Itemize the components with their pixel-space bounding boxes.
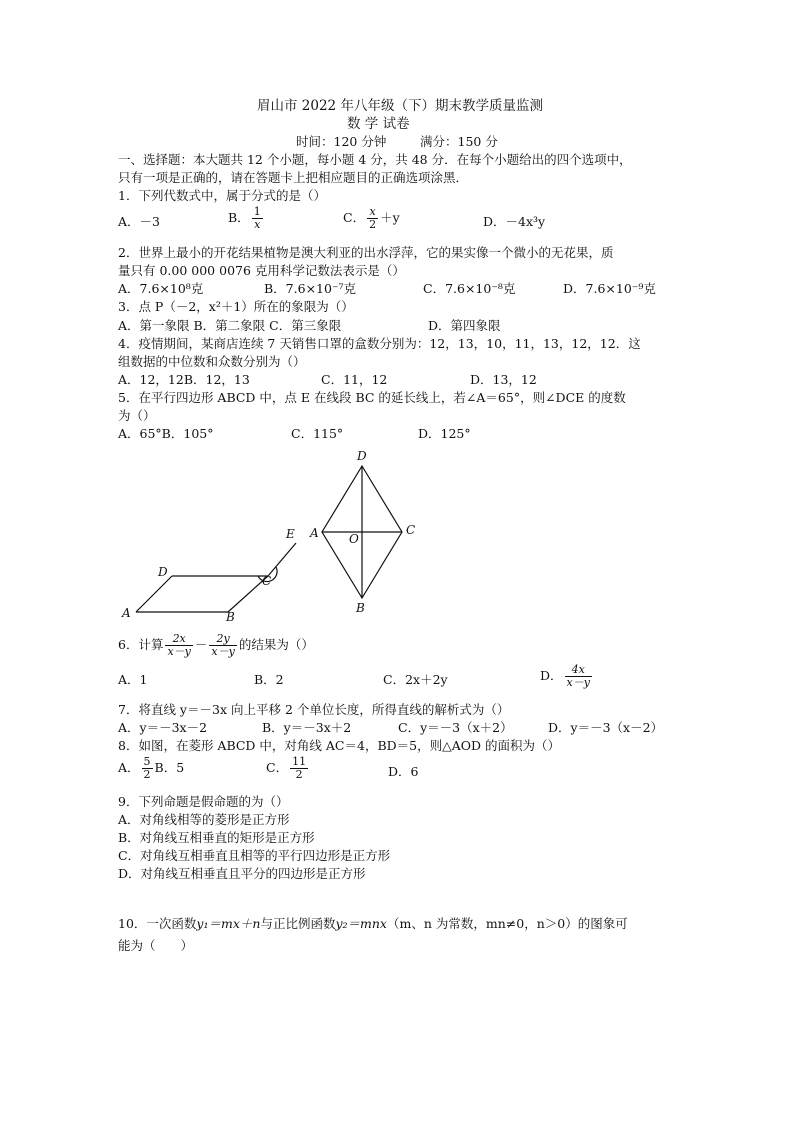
exam-score: 满分：150 分 [420, 134, 498, 149]
q8-option-d: D．6 [388, 764, 419, 779]
para-label-B: B [226, 610, 235, 624]
q8-option-c-label: C． [266, 760, 289, 775]
rhombus-label-A: A [310, 526, 319, 540]
q1-b-numerator: 1 [253, 205, 261, 218]
q5-options-ab: A．65°B．105° [118, 426, 214, 441]
para-label-A: A [122, 606, 131, 620]
q8-option-a-label: A． [118, 760, 140, 775]
q2-option-c: C．7.6×10⁻⁸克 [423, 281, 516, 296]
q6-option-c: C．2x＋2y [383, 672, 448, 687]
q8-a-numerator: 5 [143, 755, 151, 768]
para-label-D: D [158, 565, 168, 579]
q7-option-d: D．y＝－3（x－2） [548, 720, 664, 735]
q8-a-denominator: 2 [143, 768, 151, 781]
q1-c-denominator: 2 [369, 218, 377, 231]
q10-line2: 能为（ ） [118, 938, 194, 953]
rhombus-label-B: B [356, 601, 365, 615]
q1-option-c-label: C． [343, 210, 366, 225]
section-instructions-line2: 只有一项是正确的，请在答题卡上把相应题目的正确选项涂黑． [118, 170, 469, 185]
q3-stem: 3．点 P（－2，x²＋1）所在的象限为（） [118, 299, 354, 314]
q4-line2: 组数据的中位数和众数分别为（） [118, 354, 306, 369]
rhombus-label-D: D [357, 449, 367, 463]
q2-option-d: D．7.6×10⁻⁹克 [563, 281, 656, 296]
q5-option-d: D．125° [418, 426, 471, 441]
q8-option-c [266, 756, 310, 781]
q10-linear-function: y₁＝mx＋n [196, 916, 261, 931]
q1-option-b-label: B． [228, 210, 250, 225]
para-label-C: C [262, 574, 272, 588]
para-label-E: E [286, 527, 295, 541]
q6-option-a: A．1 [118, 672, 148, 687]
q9-option-c: C．对角线互相垂直且相等的平行四边形是正方形 [118, 848, 391, 863]
para-side-AD [136, 576, 172, 612]
q1-c-tail: ＋y [380, 210, 400, 225]
q2-line1: 2．世界上最小的开花结果植物是澳大利亚的出水浮萍，它的果实像一个微小的无花果，质 [118, 245, 614, 260]
exam-time: 时间：120 分钟 [296, 134, 387, 149]
q3-options-abc: A．第一象限 B．第二象限 C．第三象限 [118, 318, 342, 333]
q5-option-c: C．115° [291, 426, 344, 441]
q2-line2: 量只有 0.00 000 0076 克用科学记数法表示是（） [118, 263, 405, 278]
q6-minus: － [194, 637, 208, 652]
q9-option-b: B．对角线互相垂直的矩形是正方形 [118, 830, 315, 845]
q1-option-a: A．－3 [118, 214, 160, 229]
q8-stem: 8．如图，在菱形 ABCD 中，对角线 AC＝4，BD＝5，则△AOD 的面积为（） [118, 738, 560, 753]
q7-option-a: A．y＝－3x－2 [118, 720, 208, 735]
q10-proportional-function: y₂＝mnx [335, 916, 387, 931]
q6-stem [118, 633, 314, 658]
q4-option-d: D．13，12 [470, 372, 537, 387]
q6-d-denominator: x－y [566, 676, 590, 689]
q2-option-b: B．7.6×10⁻⁷克 [264, 281, 357, 296]
rhombus-label-O: O [349, 532, 359, 546]
q2-option-a: A．7.6×10⁸克 [118, 281, 204, 296]
q6-frac1-numerator: 2x [165, 633, 192, 646]
q6-frac2-denominator: x－y [211, 645, 235, 658]
q4-options-ab: A．12，12B．12，13 [118, 372, 250, 387]
q6-frac1-denominator: x－y [167, 645, 191, 658]
q9-option-d: D．对角线互相垂直且平分的四边形是正方形 [118, 866, 366, 881]
q8-c-numerator: 11 [292, 755, 307, 768]
q5-line2: 为（） [118, 408, 156, 423]
q10-part3: （m、n 为常数，mn≠0，n＞0）的图象可 [386, 916, 628, 931]
q6-option-b: B．2 [254, 672, 284, 687]
rhombus-figure [322, 466, 402, 598]
para-extension-CE [268, 543, 296, 576]
rhombus-label-C: C [406, 523, 416, 537]
exam-title: 眉山市 2022 年八年级（下）期末教学质量监测 [257, 98, 543, 114]
q8-c-denominator: 2 [295, 768, 303, 781]
q5-line1: 5．在平行四边形 ABCD 中，点 E 在线段 BC 的延长线上，若∠A＝65°，则∠DCE 的度数 [118, 390, 626, 405]
q9-stem: 9．下列命题是假命题的为（） [118, 794, 289, 809]
q6-option-d [540, 664, 594, 689]
section-instructions-line1: 一、选择题：本大题共 12 个小题，每小题 4 分，共 48 分．在每个小题给出的四个选项中， [118, 152, 632, 167]
q7-option-c: C．y＝－3（x＋2） [398, 720, 513, 735]
q1-c-numerator: x [367, 206, 378, 219]
q3-option-d: D．第四象限 [428, 318, 501, 333]
q7-option-b: B．y＝－3x＋2 [262, 720, 352, 735]
q6-suffix: 的结果为（） [238, 637, 314, 652]
q6-prefix: 6．计算 [118, 637, 164, 652]
q9-option-a: A．对角线相等的菱形是正方形 [118, 812, 290, 827]
q1-stem: 1．下列代数式中，属于分式的是（） [118, 188, 326, 203]
q8-option-b: B．5 [154, 760, 185, 775]
q4-option-c: C．11，12 [321, 372, 388, 387]
q6-d-numerator: 4x [565, 664, 592, 677]
q4-line1: 4．疫情期间，某商店连续 7 天销售口罩的盒数分别为：12，13，10，11，13，12，12．这 [118, 336, 641, 351]
q10-part1: 10．一次函数 [118, 916, 197, 931]
q10-line1 [118, 916, 628, 932]
q7-stem: 7．将直线 y＝－3x 向上平移 2 个单位长度，所得直线的解析式为（） [118, 702, 510, 717]
q1-b-denominator: x [254, 218, 261, 231]
q8-option-a [118, 756, 184, 781]
q6-option-d-label: D． [540, 668, 563, 683]
q10-part2: 与正比例函数 [260, 916, 336, 931]
q6-frac2-numerator: 2y [209, 633, 236, 646]
q1-option-d: D．－4x³y [483, 214, 546, 229]
exam-subject: 数 学 试卷 [347, 116, 410, 132]
